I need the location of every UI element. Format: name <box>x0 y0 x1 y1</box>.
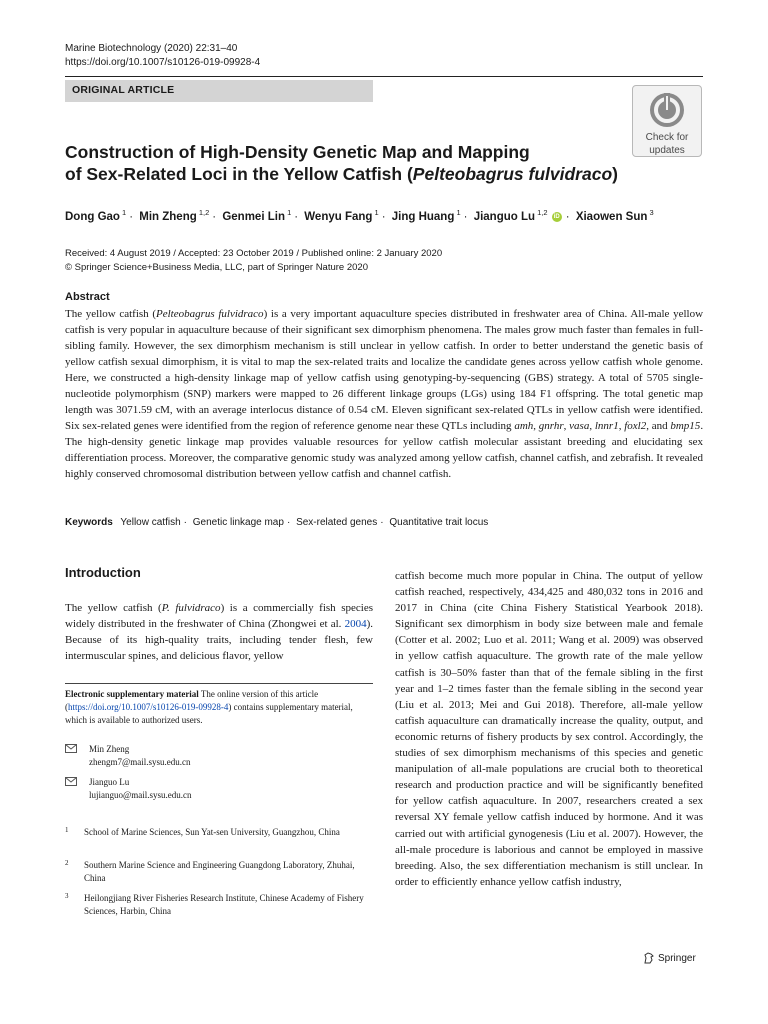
dates-line: Received: 4 August 2019 / Accepted: 23 October 2019 / Published online: 2 January 2020 <box>65 248 443 259</box>
author[interactable]: Genmei Lin $^1$ <box>222 208 292 223</box>
author[interactable]: Wenyu Fang $^1$ <box>304 208 379 223</box>
abstract-body: The yellow catfish (Pelteobagrus fulvidraco) is a very important aquaculture species distributed in freshwater area of China. All-male yellow catfish is very popular in aquaculture because of their significant sex dimorphism phenomena. The males grow much faster than females in full-sibling family. However, the sex dimorphism mechanism is still unclear in yellow catfish. In order to better understand the genetic basis of yellow catfish sexual dimorphism, it is vital to map the sex-related traits and localize the candidate genes across yellow catfish whole genome. Here, we constructed a high-density linkage map of yellow catfish using genotyping-by-sequencing (GBS) strategy. A total of 5705 single-nucleotide polymorphism (SNP) markers were mapped to 26 different linkage groups (LGs) using 184 F1 offspring. The total genetic map length was 3071.59 cM, with an average interlocus distance of 0.54 cM. Eleven significant sex-related QTLs in yellow catfish were identified. Six sex-related genes were identified from the region of reference genome near these QTLs including amh, gnrhr, vasa, lnnr1, foxl2, and bmp15. The high-density genetic linkage map provides valuable resources for yellow catfish molecular assistant breeding and elucidating sex differentiation process. Moreover, the comparative genomic study was analyzed among yellow catfish, channel catfish, and zebrafish. It revealed highly conserved chromosomal distribution between yellow catfish and channel catfish. <box>65 308 704 480</box>
author-list: Dong Gao $^1$ · Min Zheng $^{1,2}$ · Genmei Lin $^1$ · Wenyu Fang $^1$ · Jing Huang $^1$ · Jianguo Lu $^{1,2}$ iD · Xiaowen Sun $^3$ <box>65 208 654 223</box>
gene: gnrhr <box>538 420 564 432</box>
copyright-line: © Springer Science+Business Media, LLC, part of Springer Nature 2020 <box>65 262 368 273</box>
keywords-label: Keywords <box>65 517 113 528</box>
envelope-icon <box>65 777 77 786</box>
species-name: Pelteobagrus fulvidraco <box>412 164 613 184</box>
intro-column-2: catfish become much more popular in China. The output of yellow catfish reached, respectively, 434,425 and 480,032 tons in 2016 and 2017 in China (cite China Fishery Statistical Yearbook 2018). Significant sex dimorphism in body size between male and female (Cotter et al. 2002; Luo et al. 2011; Wang et al. 2009) was observed in yellow catfish aquaculture. The growth rate of the male yellow catfish is 30–50% faster than that of the female sibling in the first year and 1–2 times faster than the female sibling in the second year (Liu et al. 2013; Mei and Gui 2018). Therefore, all-male yellow catfish aquaculture can dramatically increase the quality, output, and economic returns of fishery products by sex control. Accordingly, the studies of sex dimorphism mechanisms of this species and genetic manipulation of all-male populations are crucial both to theoretical research and production practice and will be significantly benefited for yellow catfish aquaculture. In 2007, researchers created a sex reversal XY female yellow catfish induced by hormone. And it was carried out with artificial gynogenesis (Liu et al. 2007). However, the all-male procedure is laborious and cannot be employed in massive breeding. Also, the sex differentiation mechanism is still unclear. In order to efficiently enhance yellow catfish industry, <box>395 570 703 888</box>
affiliation: 3 Heilongjiang River Fisheries Research Institute, Chinese Academy of Fishery Sciences, Harbin, China <box>65 892 364 916</box>
journal-doi[interactable]: https://doi.org/10.1007/s10126-019-09928-4 <box>65 57 261 68</box>
correspondence-entry <box>65 776 373 802</box>
header-rule <box>65 76 703 77</box>
check-label-2: updates <box>649 145 685 156</box>
correspondence-email[interactable]: lujianguo@mail.sysu.edu.cn <box>89 790 192 800</box>
gene: lnnr1 <box>594 420 619 432</box>
title-line-1: Construction of High-Density Genetic Map and Mapping <box>65 142 530 162</box>
author[interactable]: Jing Huang $^1$ <box>391 208 461 223</box>
keyword: Quantitative trait locus <box>389 517 489 528</box>
title-line-2: of Sex-Related Loci in the Yellow Catfish (Pelteobagrus fulvidraco) <box>65 164 618 184</box>
footnote-rule <box>65 683 373 684</box>
author[interactable]: Min Zheng $^{1,2}$ <box>139 208 210 223</box>
gene: amh <box>514 420 534 432</box>
supplementary-link[interactable]: https://doi.org/10.1007/s10126-019-09928-4 <box>68 702 229 712</box>
publication-dates <box>65 247 705 275</box>
abstract-heading: Abstract <box>65 291 110 303</box>
gene: vasa <box>569 420 590 432</box>
affiliation: 1 School of Marine Sciences, Sun Yat-sen University, Guangzhou, China <box>65 826 340 837</box>
keyword: Genetic linkage map <box>192 517 284 528</box>
correspondence-name: Min Zheng <box>89 744 130 754</box>
check-label-1: Check for <box>645 132 689 143</box>
author[interactable]: Dong Gao $^1$ <box>65 208 127 223</box>
article-type-banner: ORIGINAL ARTICLE <box>65 80 373 102</box>
publisher-logo <box>643 952 696 966</box>
correspondence-email[interactable]: zhengm7@mail.sysu.edu.cn <box>89 757 191 767</box>
journal-citation: Marine Biotechnology (2020) 22:31–40 <box>65 43 238 54</box>
keyword: Sex-related genes <box>296 517 378 528</box>
check-for-updates-icon <box>647 90 687 130</box>
introduction-heading: Introduction <box>65 565 141 580</box>
affiliation: 2 Southern Marine Science and Engineering Guangdong Laboratory, Zhuhai, China <box>65 859 355 883</box>
supplementary-note: Electronic supplementary material The online version of this article (https://doi.org/10.1007/s10126-019-09928-4) contains supplementary material, which is available to authorized users. <box>65 689 353 725</box>
author[interactable]: Xiaowen Sun $^3$ <box>575 208 654 223</box>
envelope-icon <box>65 744 77 753</box>
intro-column-1: The yellow catfish (P. fulvidraco) is a commercially fish species widely distributed in the freshwater of China (Zhongwei et al. 2004). Because of its high-quality traits, including tender flesh, few intermuscular spines, and delicious flavor, yellow <box>65 602 374 663</box>
article-title <box>65 141 685 185</box>
correspondence-name: Jianguo Lu <box>89 777 130 787</box>
journal-header <box>65 42 260 70</box>
author[interactable]: Jianguo Lu $^{1,2}$ <box>473 208 548 223</box>
orcid-icon[interactable]: iD <box>553 213 560 220</box>
springer-horse-icon <box>643 952 655 964</box>
publisher-name: Springer <box>658 953 696 964</box>
keyword: Yellow catfish <box>120 517 181 528</box>
keywords: Keywords Yellow catfish · Genetic linkage map · Sex-related genes · Quantitative trait locus <box>65 517 489 528</box>
correspondence-entry <box>65 743 373 769</box>
gene: bmp15 <box>670 420 701 432</box>
citation-link[interactable]: 2004 <box>344 618 367 631</box>
gene: foxl2 <box>624 420 647 432</box>
